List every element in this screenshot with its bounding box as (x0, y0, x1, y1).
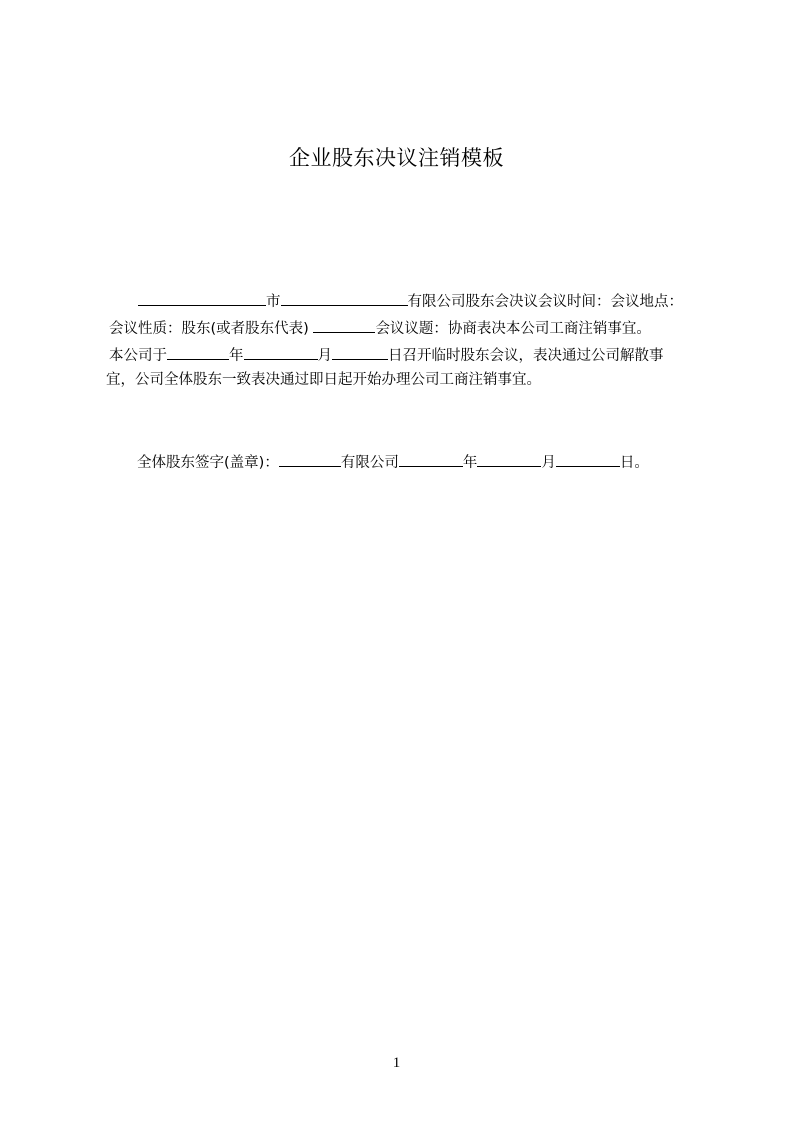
signature-year-blank[interactable] (399, 451, 463, 467)
page-number: 1 (392, 1055, 401, 1071)
year-label: 年 (229, 348, 244, 364)
company-meeting-text: 有限公司股东会决议会议时间：会议地点： (407, 294, 683, 310)
meeting-resolution-text: 日召开临时股东会议，表决通过公司解散事 (388, 348, 664, 364)
month-blank[interactable] (244, 344, 318, 360)
signature-month-label: 月 (541, 455, 556, 471)
company-name-blank[interactable] (281, 290, 408, 306)
signature-month-blank[interactable] (477, 451, 541, 467)
document-title: 企业股东决议注销模板 (289, 146, 504, 170)
paragraph2-line1 (109, 344, 664, 366)
city-blank[interactable] (138, 290, 266, 306)
signature-day-label: 日。 (619, 455, 649, 471)
representative-blank[interactable] (313, 317, 375, 333)
signature-day-blank[interactable] (556, 451, 620, 467)
signature-prefix: 全体股东签字(盖章)： (137, 455, 279, 471)
signature-blank[interactable] (279, 451, 341, 467)
signature-company-label: 有限公司 (340, 455, 399, 471)
meeting-nature-text: 会议性质：股东(或者股东代表) (109, 321, 309, 337)
day-blank[interactable] (332, 344, 388, 360)
paragraph2-line2 (106, 370, 541, 390)
signature-year-label: 年 (462, 455, 478, 471)
year-blank[interactable] (167, 344, 229, 360)
month-label: 月 (317, 348, 332, 364)
resolution-continuation-text: 宜，公司全体股东一致表决通过即日起开始办理公司工商注销事宜。 (106, 372, 541, 388)
meeting-topic-text: 会议议题：协商表决本公司工商注销事宜。 (375, 321, 651, 337)
signature-line (137, 451, 649, 473)
company-date-prefix: 本公司于 (109, 348, 167, 364)
city-suffix: 市 (266, 294, 281, 310)
paragraph1-line1 (138, 290, 683, 312)
paragraph1-line2 (109, 317, 651, 339)
